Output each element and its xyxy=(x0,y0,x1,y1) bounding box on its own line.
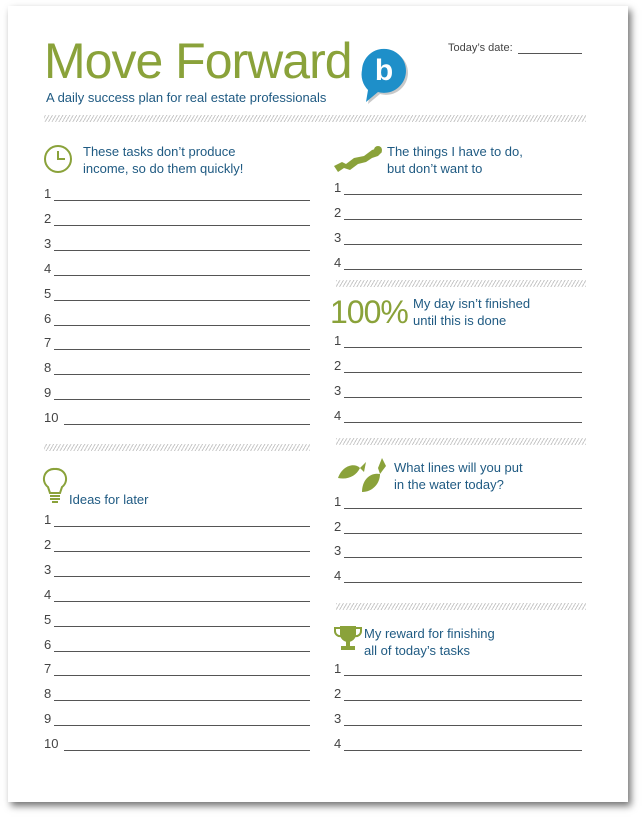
write-in-row[interactable] xyxy=(44,336,310,350)
row-number: 2 xyxy=(334,358,342,373)
write-in-line[interactable] xyxy=(54,576,310,577)
row-number: 1 xyxy=(334,180,342,195)
write-in-line[interactable] xyxy=(344,244,582,245)
write-in-line[interactable] xyxy=(344,508,582,509)
row-number: 1 xyxy=(334,333,342,348)
row-number: 4 xyxy=(334,408,342,423)
write-in-line[interactable] xyxy=(344,675,582,676)
write-in-line[interactable] xyxy=(344,533,582,534)
write-in-row[interactable] xyxy=(334,737,582,751)
write-in-row[interactable] xyxy=(44,588,310,602)
row-number: 4 xyxy=(334,568,342,584)
worksheet-page xyxy=(8,6,628,802)
date-label: Today’s date: xyxy=(448,42,513,54)
write-in-line[interactable] xyxy=(64,750,310,751)
write-in-row[interactable] xyxy=(334,520,582,534)
write-in-row[interactable] xyxy=(334,712,582,726)
row-number: 7 xyxy=(44,661,52,677)
write-in-row[interactable] xyxy=(334,181,582,195)
hundred-percent-badge: 100% xyxy=(330,294,408,330)
write-in-line[interactable] xyxy=(344,582,582,583)
clock-icon xyxy=(42,143,74,175)
write-in-line[interactable] xyxy=(54,626,310,627)
speech-bubble-b-logo xyxy=(356,42,412,104)
row-number: 4 xyxy=(44,260,52,276)
row-number: 6 xyxy=(44,636,52,652)
write-in-line[interactable] xyxy=(54,225,310,226)
row-number: 3 xyxy=(334,383,342,398)
row-number: 3 xyxy=(44,561,52,577)
ideas-heading: Ideas for later xyxy=(69,492,149,507)
row-number: 2 xyxy=(334,518,342,534)
row-number: 2 xyxy=(334,205,342,220)
write-in-row[interactable] xyxy=(334,231,582,245)
trophy-icon xyxy=(334,624,362,652)
write-in-row[interactable] xyxy=(44,361,310,375)
write-in-line[interactable] xyxy=(54,250,310,251)
row-number: 7 xyxy=(44,335,52,351)
row-number: 1 xyxy=(44,512,52,527)
divider-stripe xyxy=(336,280,586,287)
row-number: 2 xyxy=(334,686,342,701)
row-number: 2 xyxy=(44,536,52,552)
write-in-line[interactable] xyxy=(54,399,310,400)
write-in-line[interactable] xyxy=(54,725,310,726)
row-number: 4 xyxy=(334,736,342,751)
write-in-row[interactable] xyxy=(334,256,582,270)
row-number: 9 xyxy=(44,385,52,401)
write-in-row[interactable] xyxy=(44,187,310,201)
write-in-row[interactable] xyxy=(44,538,310,552)
date-field-line[interactable] xyxy=(518,53,582,54)
write-in-line[interactable] xyxy=(54,551,310,552)
write-in-line[interactable] xyxy=(344,422,582,423)
must-do-heading: The things I have to do, but don’t want to xyxy=(387,144,523,176)
row-number: 8 xyxy=(44,360,52,376)
write-in-line[interactable] xyxy=(344,269,582,270)
write-in-row[interactable] xyxy=(334,569,582,583)
fish-icon xyxy=(334,454,388,494)
write-in-row[interactable] xyxy=(334,687,582,701)
row-number: 4 xyxy=(44,586,52,602)
write-in-row[interactable] xyxy=(44,712,310,726)
write-in-line[interactable] xyxy=(54,675,310,676)
write-in-row[interactable] xyxy=(44,737,310,751)
write-in-line[interactable] xyxy=(54,325,310,326)
fishing-heading: What lines will you put in the water today? xyxy=(394,460,523,492)
page-title: Move Forward xyxy=(44,33,352,89)
write-in-row[interactable] xyxy=(334,206,582,220)
write-in-line[interactable] xyxy=(54,200,310,201)
write-in-line[interactable] xyxy=(344,725,582,726)
write-in-row[interactable] xyxy=(44,262,310,276)
write-in-row[interactable] xyxy=(334,334,582,348)
divider-stripe xyxy=(336,438,586,445)
row-number: 3 xyxy=(334,230,342,245)
write-in-row[interactable] xyxy=(334,495,582,509)
write-in-row[interactable] xyxy=(44,212,310,226)
write-in-line[interactable] xyxy=(54,601,310,602)
write-in-line[interactable] xyxy=(54,700,310,701)
row-number: 10 xyxy=(44,736,59,752)
write-in-row[interactable] xyxy=(44,513,310,527)
write-in-line[interactable] xyxy=(54,275,310,276)
write-in-row[interactable] xyxy=(44,287,310,301)
write-in-line[interactable] xyxy=(54,374,310,375)
row-number: 1 xyxy=(44,186,52,201)
row-number: 6 xyxy=(44,310,52,326)
write-in-row[interactable] xyxy=(44,386,310,400)
write-in-line[interactable] xyxy=(64,424,310,425)
write-in-line[interactable] xyxy=(54,300,310,301)
page-subtitle: A daily success plan for real estate professionals xyxy=(46,90,327,105)
row-number: 5 xyxy=(44,611,52,627)
row-number: 1 xyxy=(334,494,342,509)
write-in-row[interactable] xyxy=(334,662,582,676)
write-in-line[interactable] xyxy=(344,700,582,701)
write-in-row[interactable] xyxy=(44,613,310,627)
logo-letter: b xyxy=(374,54,394,87)
lightbulb-icon xyxy=(42,467,68,507)
row-number: 8 xyxy=(44,686,52,702)
write-in-row[interactable] xyxy=(334,359,582,373)
quick-tasks-heading: These tasks don’t produce income, so do them quickly! xyxy=(83,144,244,176)
write-in-line[interactable] xyxy=(54,651,310,652)
write-in-line[interactable] xyxy=(54,349,310,350)
write-in-row[interactable] xyxy=(334,544,582,558)
write-in-row[interactable] xyxy=(44,237,310,251)
divider-stripe xyxy=(44,444,310,451)
diver-icon xyxy=(332,144,384,174)
write-in-line[interactable] xyxy=(344,397,582,398)
write-in-row[interactable] xyxy=(44,411,310,425)
divider-stripe xyxy=(336,603,586,610)
finish-heading: My day isn’t finished until this is done xyxy=(413,296,531,328)
write-in-row[interactable] xyxy=(44,638,310,652)
write-in-line[interactable] xyxy=(344,372,582,373)
write-in-row[interactable] xyxy=(44,687,310,701)
write-in-row[interactable] xyxy=(334,409,582,423)
write-in-line[interactable] xyxy=(344,750,582,751)
write-in-line[interactable] xyxy=(54,526,310,527)
write-in-row[interactable] xyxy=(334,384,582,398)
row-number: 10 xyxy=(44,410,59,426)
row-number: 1 xyxy=(334,661,342,676)
write-in-row[interactable] xyxy=(44,563,310,577)
row-number: 9 xyxy=(44,711,52,727)
row-number: 3 xyxy=(44,235,52,251)
write-in-line[interactable] xyxy=(344,219,582,220)
row-number: 3 xyxy=(334,711,342,726)
write-in-row[interactable] xyxy=(44,312,310,326)
row-number: 5 xyxy=(44,285,52,301)
write-in-line[interactable] xyxy=(344,557,582,558)
reward-heading: My reward for finishing all of today’s tasks xyxy=(364,626,495,658)
row-number: 3 xyxy=(334,543,342,559)
divider-stripe xyxy=(44,115,586,122)
row-number: 4 xyxy=(334,255,342,270)
write-in-row[interactable] xyxy=(44,662,310,676)
row-number: 2 xyxy=(44,210,52,226)
write-in-line[interactable] xyxy=(344,194,582,195)
write-in-line[interactable] xyxy=(344,347,582,348)
